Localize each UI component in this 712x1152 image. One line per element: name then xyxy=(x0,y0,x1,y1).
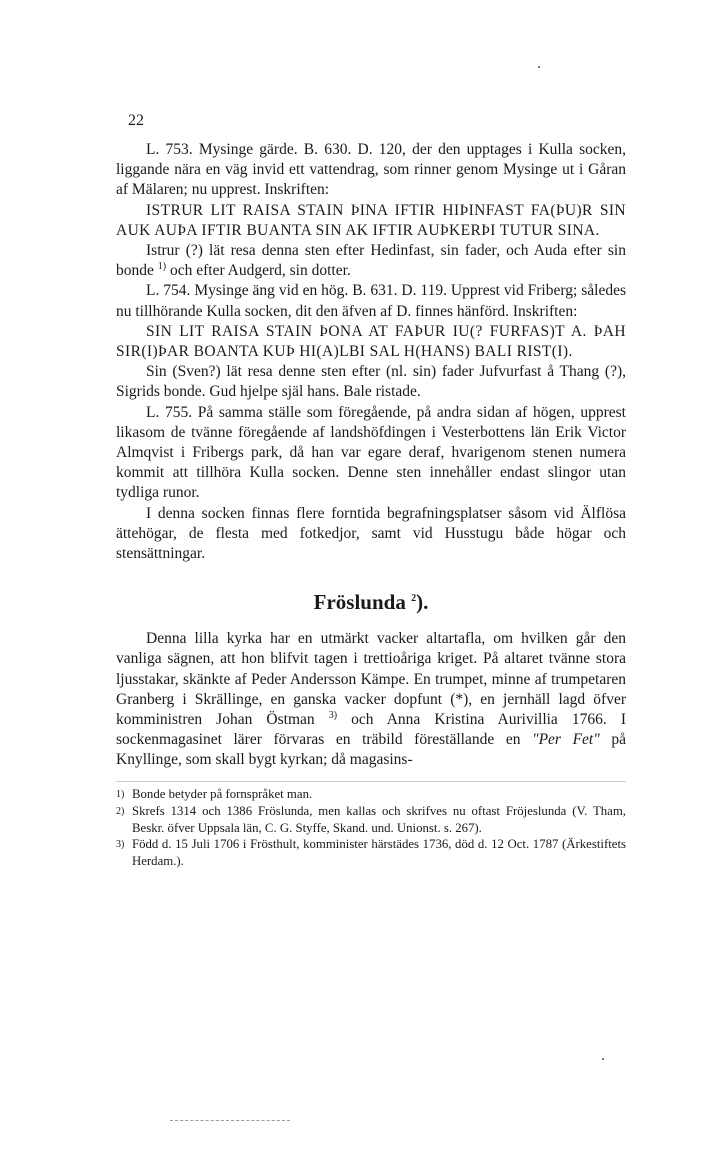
footnote-2-mark: 2) xyxy=(116,806,125,818)
footnote-1-mark: 1) xyxy=(116,788,125,800)
footnote-3-mark: 3) xyxy=(116,839,125,851)
footnote-ref-3-mark: 3 xyxy=(328,709,334,721)
translation-l754: Sin (Sven?) lät resa denne sten efter (nl. sin) fader Jufvurfast å Thang (?), Sigrids bonde. Gud hjelpe själ hans. Bale ristade. xyxy=(116,363,626,401)
scan-speck xyxy=(602,1058,604,1060)
paragraph-graves: I denna socken finnas flere forntida begrafningsplatser såsom vid Älflösa ättehögar, de flesta med fotkedjor, samt vid Husstugu både högar och stensättningar. xyxy=(116,504,626,563)
footnote-1 xyxy=(116,786,626,804)
footnote-ref-1[interactable]: 1) xyxy=(157,261,167,273)
footnote-1-text: Bonde betyder på fornspråket man. xyxy=(132,786,313,801)
translation-l753 xyxy=(116,241,626,281)
footnote-3 xyxy=(116,836,626,869)
section-title-text: Fröslunda xyxy=(313,590,406,615)
paragraph-l753: L. 753. Mysinge gärde. B. 630. D. 120, der den upptages i Kulla socken, liggande nära en väg invid ett vattendrag, som rinner genom Mysinge ut i Gåran af Mälaren; nu upprest. Inskriften: xyxy=(116,141,626,199)
scan-dash-mark xyxy=(170,1120,290,1121)
footnote-ref-1-mark: 1 xyxy=(157,261,163,273)
translation-l753-text: Istrur (?) lät resa denna sten efter Hedinfast, sin fader, och Auda efter sin bonde xyxy=(116,242,626,280)
paragraph-froslunda xyxy=(116,629,626,770)
footnote-2 xyxy=(116,803,626,836)
document-page xyxy=(116,112,626,869)
froslunda-text-1: Denna lilla kyrka har en utmärkt vacker altartafla, om hvilken går den vanliga sägnen, att hon blifvit tagen i trettioåriga kriget. På altaret tvänne stora ljusstakar, skänkte af Peder Andersson Kämpe. En trumpet, minne af trumpetaren Granberg i Skrällinge, en ganska vacker dopfunt (*), en jernhäll lagd öfver komministren Johan Östman xyxy=(116,630,626,729)
per-fet-quote: "Per Fet" xyxy=(532,731,600,749)
froslunda-text-3: på Knyllinge, som skall bygt kyrkan; då magasins- xyxy=(116,731,626,769)
section-title-froslunda xyxy=(116,590,626,615)
inscription-l753: ISTRUR LIT RAISA STAIN ÞINA IFTIR HIÞINFAST FA(ÞU)R SIN AUK AUÞA IFTIR BUANTA SIN AK IFTIR AUÞKERÞI TUTUR SINA. xyxy=(116,201,626,239)
footnote-ref-3[interactable]: 3) xyxy=(328,709,338,721)
section-title-end: ). xyxy=(416,590,429,615)
paragraph-l755: L. 755. På samma ställe som föregående, på andra sidan af högen, upprest likasom de tvänne föregående af landshöfdingen i Vesterbottens län Erik Victor Almqvist i Fribergs park, då han var egare deraf, hvarigenom stenen numera kommit att tillhöra Kulla socken. Denne sten innehåller endast slingor utan tydliga runor. xyxy=(116,403,626,502)
footnote-ref-2-mark: 2 xyxy=(411,593,417,605)
paragraph-l754: L. 754. Mysinge äng vid en hög. B. 631. D. 119. Upprest vid Friberg; således nu tillhörande Kulla socken, dit den äfven af D. finnes hänförd. Inskriften: xyxy=(116,282,626,320)
footnote-3-text: Född d. 15 Juli 1706 i Frösthult, komminister härstädes 1736, död d. 12 Oct. 1787 (Ärkestiftets Herdam.). xyxy=(132,837,626,868)
scan-speck xyxy=(538,66,540,68)
inscription-l754: SIN LIT RAISA STAIN ÞONA AT FAÞUR IU(? FURFAS)T A. ÞAH SIR(I)ÞAR BOANTA KUÞ HI(A)LBI SAL H(HANS) BALI RIST(I). xyxy=(116,322,626,361)
footnote-2-text: Skrefs 1314 och 1386 Fröslunda, men kallas och skrifves nu oftast Fröjeslunda (V. Tham, Beskr. öfver Uppsala län, C. G. Styffe, Skand. und. Unionst. s. 267). xyxy=(132,804,626,835)
translation-l753-end: och efter Audgerd, sin dotter. xyxy=(169,262,351,280)
page-number: 22 xyxy=(128,112,144,129)
footnotes xyxy=(116,781,626,870)
froslunda-text-2: och Anna Kristina Aurivillia 1766. I sockenmagasinet lärer förvaras en träbild föreställande en xyxy=(116,711,626,749)
